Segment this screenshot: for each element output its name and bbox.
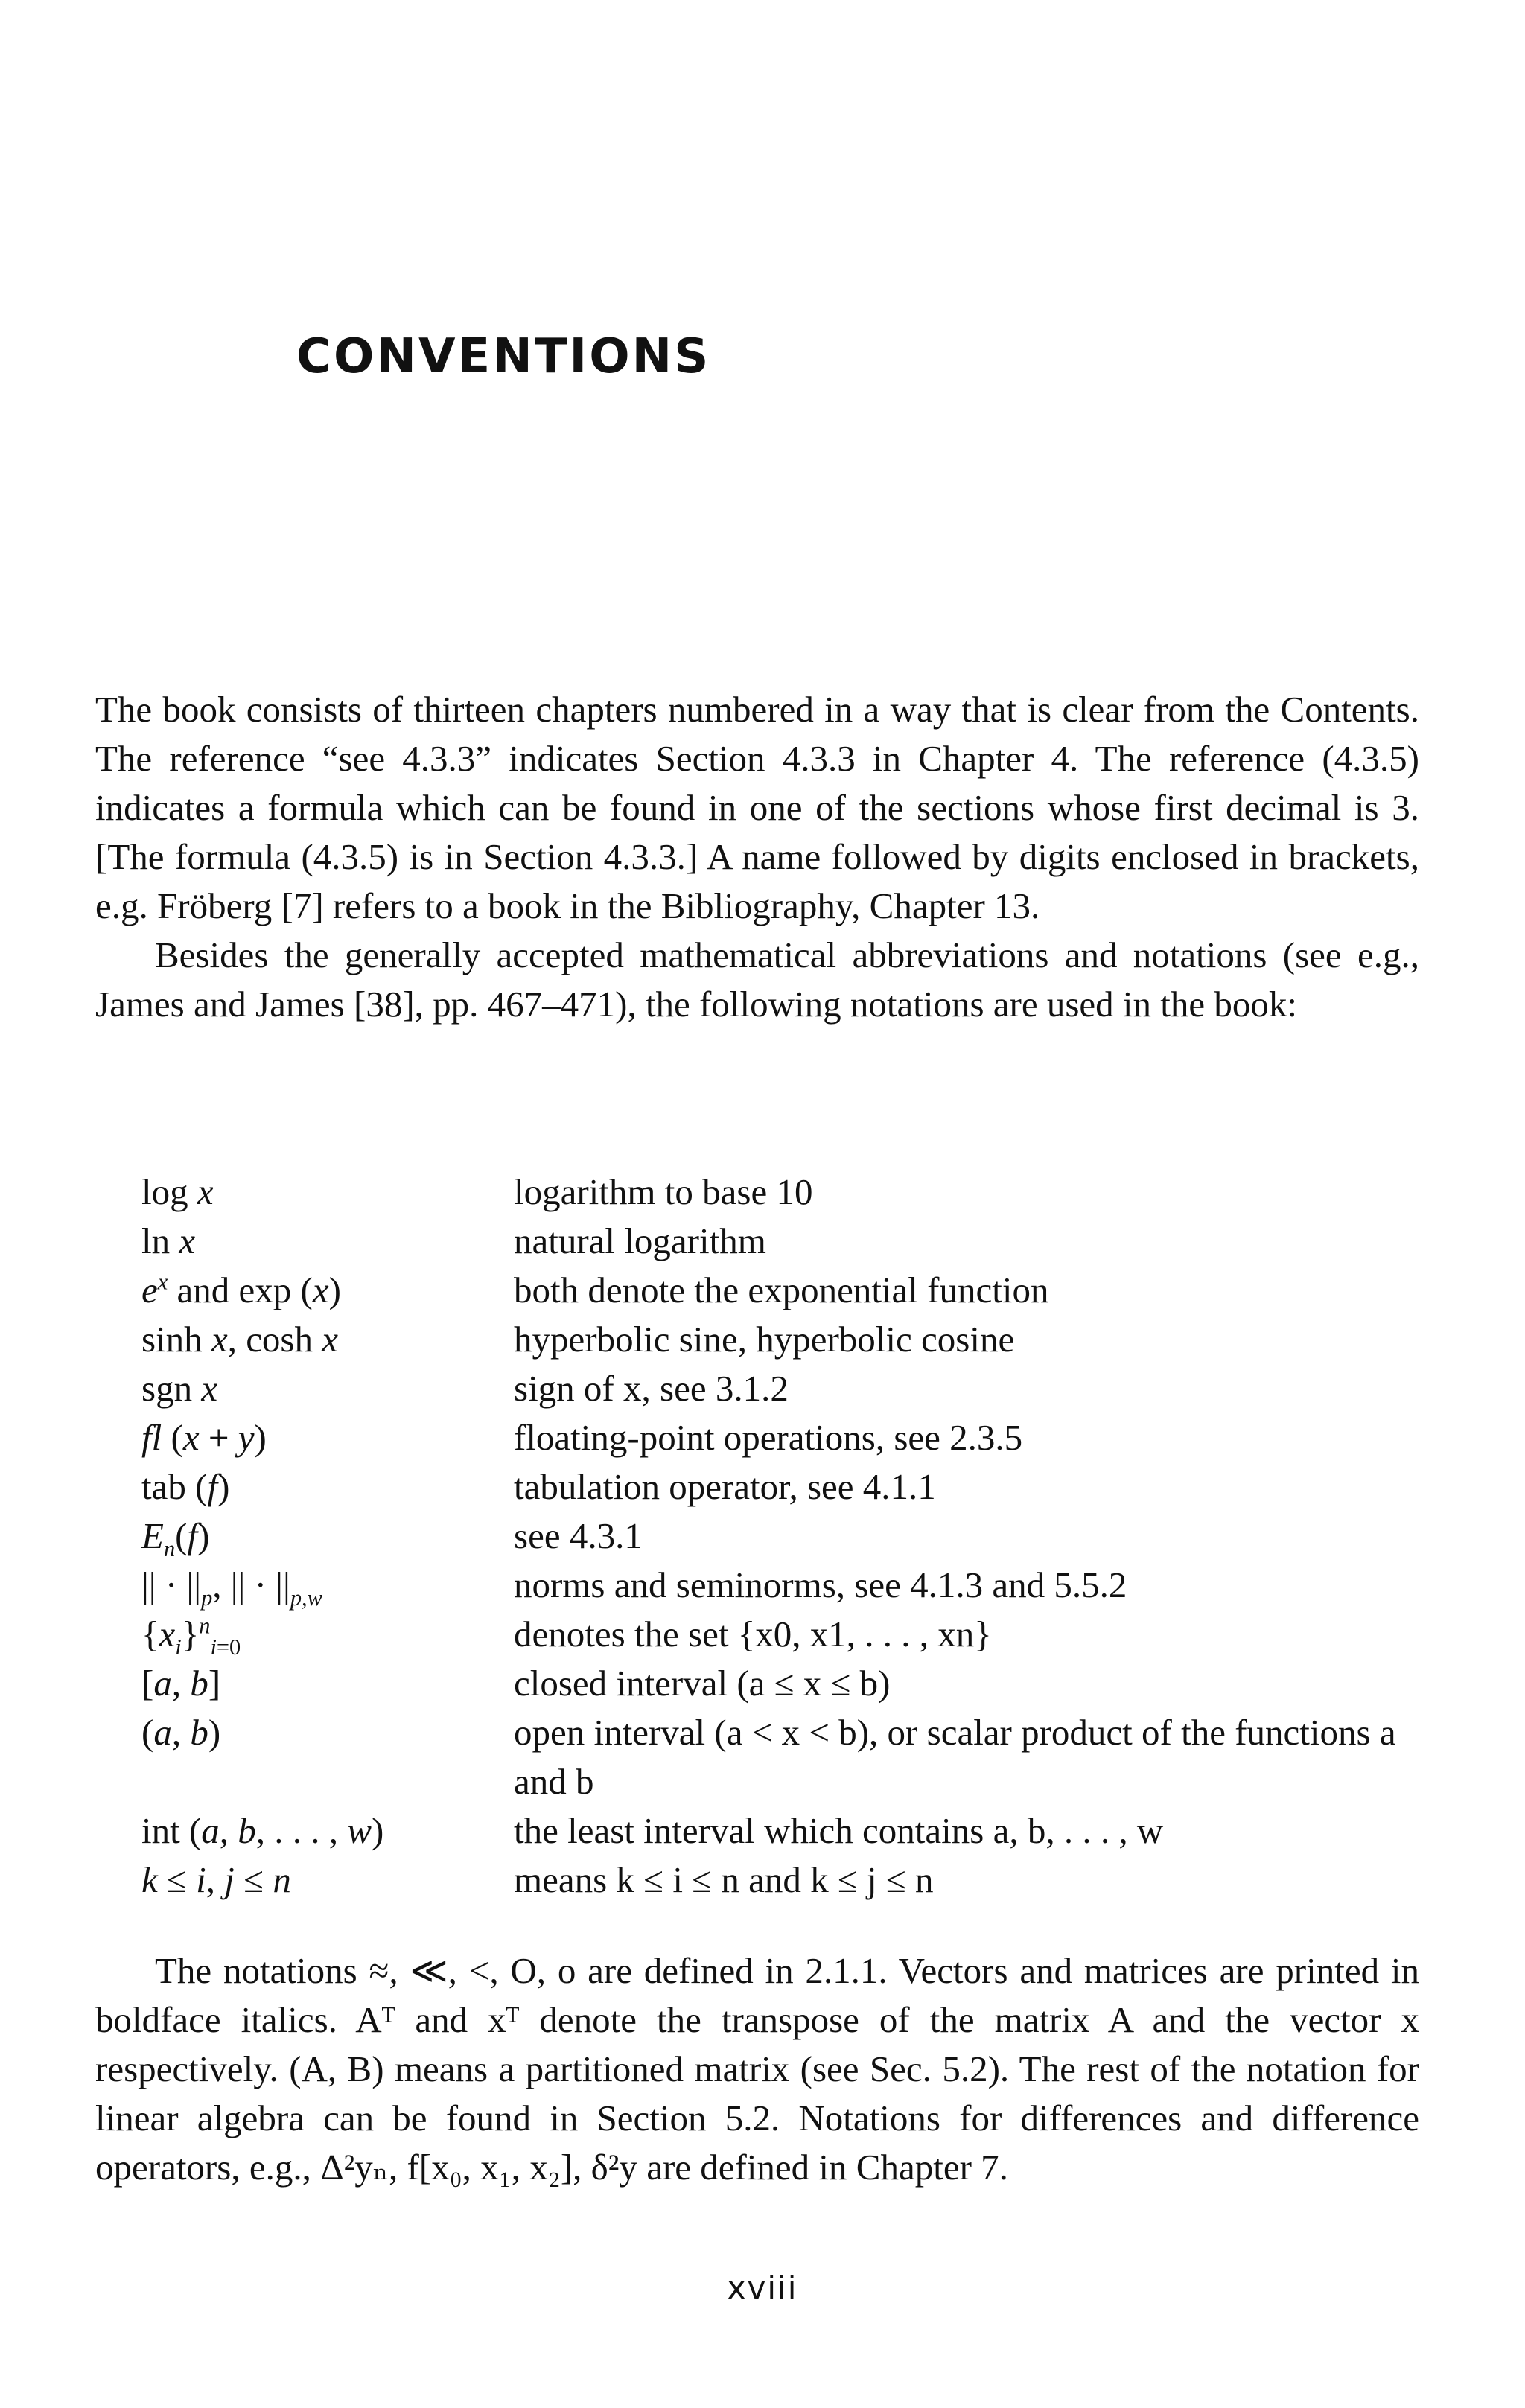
- intro-paragraph-1: The book consists of thirteen chapters numbered in a way that is clear from the Contents. The reference “see 4.3.3” indicates Section 4.3.3 in Chapter 4. The reference (4.3.5) indicates a formula which can be found in one of the sections whose first decimal is 3. [The formula (4.3.5) is in Section 4.3.3.] A name followed by digits enclosed in brackets, e.g. Fröberg [7] refers to a book in the Bibliography, Chapter 13.: [95, 689, 1419, 926]
- notation-symbol: $\{x_i\}^n_{i=0}$: [141, 1613, 241, 1660]
- notation-description: see 4.3.1: [514, 1515, 643, 1556]
- notation-description: natural logarithm: [514, 1220, 766, 1261]
- notation-symbol: sgn x: [141, 1368, 218, 1409]
- notation-description: means k ≤ i ≤ n and k ≤ j ≤ n: [514, 1859, 934, 1900]
- notation-row: [141, 1413, 1421, 1462]
- notation-row: [141, 1364, 1421, 1413]
- notation-description: tabulation operator, see 4.1.1: [514, 1466, 936, 1507]
- page-number: xviii: [727, 2270, 798, 2306]
- notation-row: [141, 1315, 1421, 1364]
- closing-section: [95, 1946, 1419, 2192]
- notation-row: [141, 1708, 1421, 1806]
- notation-description: logarithm to base 10: [514, 1171, 813, 1212]
- notation-description: floating-point operations, see 2.3.5: [514, 1417, 1023, 1458]
- notation-row: [141, 1168, 1421, 1217]
- closing-paragraph: The notations ≈, ≪, <, O, o are defined in 2.1.1. Vectors and matrices are printed in boldface italics. Aᵀ and xᵀ denote the transpose of the matrix A and the vector x respectively. (A, B) means a partitioned matrix (see Sec. 5.2). The rest of the notation for linear algebra can be found in Section 5.2. Notations for differences and difference operators, e.g., Δ²yₙ, f[x₀, x₁, x₂], δ²y are defined in Chapter 7.: [95, 1950, 1419, 2188]
- notation-symbol: k ≤ i, j ≤ n: [141, 1859, 291, 1900]
- notation-description: sign of x, see 3.1.2: [514, 1368, 789, 1409]
- notation-symbol: $e^x$ and exp (x): [141, 1269, 341, 1310]
- notation-table: [141, 1168, 1421, 1905]
- notation-description: denotes the set {x0, x1, . . . , xn}: [514, 1614, 992, 1654]
- notation-row: [141, 1610, 1421, 1659]
- intro-paragraph-2: Besides the generally accepted mathematical abbreviations and notations (see e.g., James and James [38], pp. 467–471), the following notations are used in the book:: [95, 934, 1419, 1025]
- notation-symbol: [a, b]: [141, 1663, 221, 1704]
- notation-row: [141, 1659, 1421, 1708]
- notation-row: [141, 1462, 1421, 1512]
- notation-row: [141, 1266, 1421, 1315]
- notation-description: open interval (a < x < b), or scalar product of the functions a and b: [514, 1712, 1396, 1802]
- notation-description: norms and seminorms, see 4.1.3 and 5.5.2: [514, 1564, 1127, 1605]
- notation-row: [141, 1561, 1421, 1610]
- notation-symbol: int (a, b, . . . , w): [141, 1810, 384, 1851]
- notation-symbol: fl (x + y): [141, 1417, 267, 1458]
- intro-section: [95, 685, 1419, 1029]
- notation-symbol: sinh x, cosh x: [141, 1319, 339, 1360]
- notation-row: [141, 1806, 1421, 1856]
- notation-description: both denote the exponential function: [514, 1270, 1049, 1310]
- page-title: CONVENTIONS: [296, 329, 711, 384]
- notation-symbol: (a, b): [141, 1712, 221, 1753]
- notation-symbol: $E_n(f)$: [141, 1515, 210, 1561]
- notation-row: [141, 1217, 1421, 1266]
- notation-description: the least interval which contains a, b, . . . , w: [514, 1810, 1164, 1851]
- notation-description: closed interval (a ≤ x ≤ b): [514, 1663, 891, 1704]
- notation-description: hyperbolic sine, hyperbolic cosine: [514, 1319, 1015, 1360]
- notation-symbol: log x: [141, 1171, 214, 1212]
- notation-row: [141, 1512, 1421, 1561]
- notation-symbol: ln x: [141, 1220, 196, 1261]
- notation-symbol: || · $||_p$, || · $||_{p,w}$: [141, 1564, 322, 1611]
- notation-row: [141, 1856, 1421, 1905]
- notation-symbol: tab (f): [141, 1466, 230, 1507]
